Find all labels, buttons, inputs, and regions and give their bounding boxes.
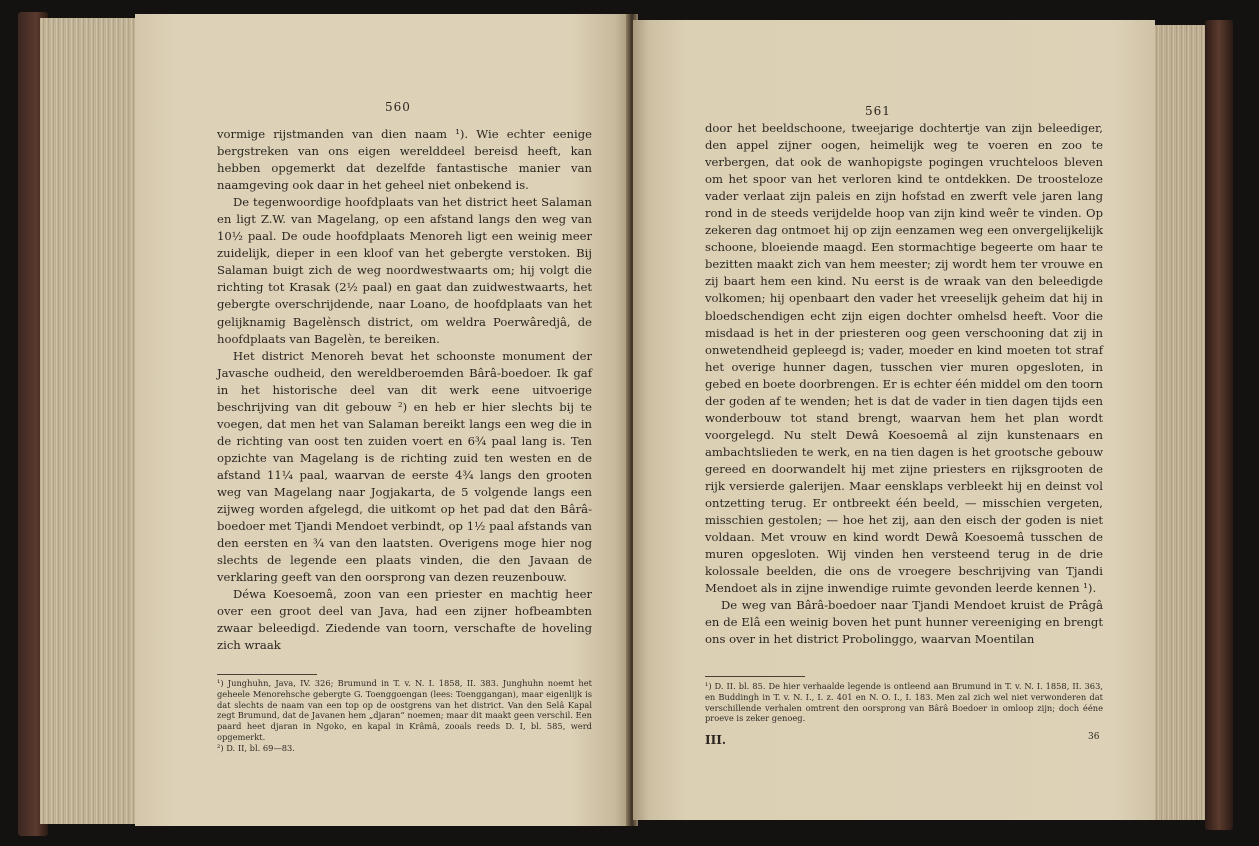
- right-page-number: 561: [865, 104, 891, 118]
- left-page-number: 560: [385, 100, 411, 114]
- right-cover-edge: [1205, 20, 1233, 830]
- left-page-body: [217, 126, 592, 654]
- paragraph: Het district Menoreh bevat het schoonste monument der Javasche oudheid, den wereldberoemden Bârâ-boedoer. Ik gaf in het historische deel van dit werk eene uitvoerige beschrijving van dit gebouw ²) en heb er hier slechts bij te voegen, dat men het van Salaman bereikt langs een weg die in de richting van oost ten zuiden voert en 6¾ paal lang is. Ten opzichte van Magelang is de richting zuid ten westen en de afstand 11¼ paal, waarvan de eerste 4¾ langs den grooten weg van Magelang naar Jogjakarta, de 5 volgende langs een zijweg worden afgelegd, die uitkomt op het pad dat den Bârâ-boedoer met Tjandi Mendoet verbindt, op 1½ paal afstands van den eersten en ¾ van den laatsten. Overigens moge hier nog slechts de legende een plaats vinden, die den Javaan de verklaring geeft van den oorsprong van dezen reuzenbouw.: [217, 348, 592, 585]
- paragraph: De weg van Bârâ-boedoer naar Tjandi Mendoet kruist de Prâgâ en de Elâ een weinig boven het punt hunner vereeniging en brengt ons over in het district Probolinggo, waarvan Moentilan: [705, 598, 1103, 647]
- footnote: ¹) Junghuhn, Java, IV. 326; Brumund in T. v. N. I. 1858, II. 383. Junghuhn noemt het geheele Menorehsche gebergte G. Toenggoengan (lees: Toenggangan), maar eigenlijk is dat slechts de naam van een top op de oostgrens van het district. Van den Selâ Kapal zegt Brumund, dat de Javanen hem „djaran“ noemen; maar dit maakt geen verschil. Een paard heet djaran in Ngoko, en kapal in Krâmâ, zooals reeds D. I, bl. 585, werd opgemerkt.: [217, 678, 592, 742]
- paragraph: Déwa Koesoemâ, zoon van een priester en machtig heer over een groot deel van Java, had een zijner hofbeambten zwaar beleedigd. Ziedende van toorn, verschafte de hoveling zich wraak: [217, 587, 592, 653]
- paragraph: vormige rijstmanden van dien naam ¹). Wie echter eenige bergstreken van ons eigen werelddeel bereisd heeft, kan hebben opgemerkt dat dezelfde fantastische manier van naamgeving ook daar in het geheel niet onbekend is.: [217, 127, 592, 193]
- right-page-edges: [1150, 25, 1212, 820]
- footnote-rule: [217, 674, 317, 675]
- right-footnotes: [705, 681, 1103, 724]
- paragraph: door het beeldschoone, tweejarige dochtertje van zijn beleediger, den appel zijner oogen, heimelijk weg te voeren en zoo te verbergen, dat ook de wanhopigste pogingen vruchteloos bleven om het spoor van het verloren kind te ontdekken. De troosteloze vader verlaat zijn paleis en zijn hofstad en zwerft vele jaren lang rond in de steeds verijdelde hoop van zijn kind weêr te vinden. Op zekeren dag ontmoet hij op zijn eenzamen weg een onvergelijkelijk schoone, bloeiende maagd. Een stormachtige begeerte om haar te bezitten maakt zich van hem meester; zij wordt hem ter vrouwe en zij baart hem een kind. Nu eerst is de wraak van den beleedigde volkomen; hij openbaart den vader het vreeselijk geheim dat hij in bloedschendigen echt zijn eigen dochter omhelsd heeft. Voor die misdaad is het in der priesteren oog geen verschooning dat zij in onwetendheid gepleegd is; vader, moeder en kind moeten tot straf het overige hunner dagen, tusschen vier muren opgesloten, in gebed en boete doorbrengen. Er is echter één middel om den toorn der goden af te wenden; het is dat de vader in tien dagen tijds een wonderbouw tot stand brengt, waarvan hem het plan wordt voorgelegd. Nu stelt Dewâ Koesoemâ al zijn kunstenaars en ambachtslieden te werk, en na tien dagen is het grootsche gebouw gereed en doorwandelt hij met zijne priesters en rijksgrooten de rijk versierde galerijen. Maar eensklaps verbleekt hij en deinst vol ontzetting terug. Er ontbreekt één beeld, — misschien vergeten, misschien gestolen; — hoe het zij, aan den eisch der goden is niet voldaan. Met vrouw en kind wordt Dewâ Koesoemâ tusschen de muren opgesloten. Wij vinden hen versteend terug in de drie kolossale beelden, die ons de vroegere beschrijving van Tjandi Mendoet als in zijne inwendige ruimte gevonden leerde kennen ¹).: [705, 121, 1103, 596]
- signature-mark: III.: [705, 733, 727, 747]
- left-footnotes: [217, 678, 592, 754]
- footnote-rule: [705, 676, 805, 677]
- right-page: [633, 20, 1155, 820]
- footnote: ¹) D. II. bl. 85. De hier verhaalde legende is ontleend aan Brumund in T. v. N. I. 1858, II. 363, en Buddingh in T. v. N. I., I. z. 401 en N. O. I., I. 183. Men zal zich wel niet verwonderen dat verschillende verhalen omtrent den oorsprong van Bârâ Boedoer in omloop zijn; doch ééne proeve is zeker genoeg.: [705, 681, 1103, 724]
- footnote: ²) D. II, bl. 69—83.: [217, 742, 295, 753]
- sheet-number: 36: [1088, 732, 1100, 742]
- paragraph: De tegenwoordige hoofdplaats van het district heet Salaman en ligt Z.W. van Magelang, op een afstand langs den weg van 10½ paal. De oude hoofdplaats Menoreh ligt een weinig meer zuidelijk, dieper in een kloof van het gebergte verstoken. Bij Salaman buigt zich de weg noordwestwaarts om; hij volgt die richting tot Krasak (2½ paal) en gaat dan zuidwestwaarts, het gebergte overschrijdende, naar Loano, de hoofdplaats van het gelijknamig Bagelènsch district, om weldra Poerwâredjâ, de hoofdplaats van Bagelèn, te bereiken.: [217, 195, 592, 346]
- right-page-body: [705, 120, 1103, 648]
- left-page: [135, 14, 630, 826]
- left-page-edges: [40, 18, 140, 824]
